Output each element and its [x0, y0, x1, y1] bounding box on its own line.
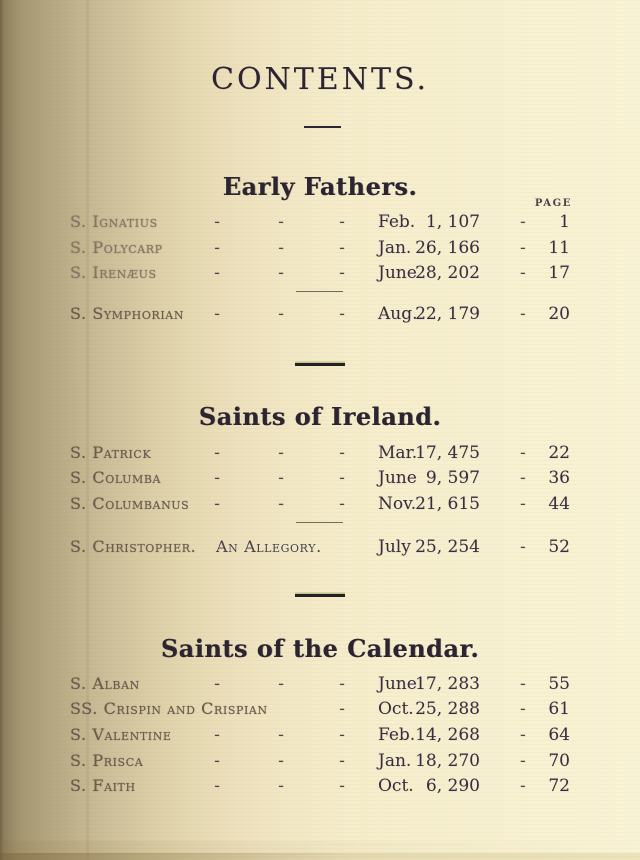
feast-day-year: 14, 268	[415, 725, 480, 745]
feast-month: July	[378, 537, 411, 557]
feast-month: Mar.	[378, 443, 418, 463]
feast-day-year: 26, 166	[415, 238, 480, 258]
leader-dash: -	[339, 468, 345, 488]
page-number: 20	[548, 304, 570, 324]
page-number: 1	[559, 212, 570, 232]
leader-dash: -	[339, 494, 345, 514]
saint-name: S. Prisca	[70, 751, 144, 770]
feast-month: Oct.	[378, 699, 414, 719]
sub-rule	[296, 291, 343, 292]
leader-dash: -	[278, 751, 284, 771]
feast-month: Oct.	[378, 776, 414, 796]
leader-dash: -	[214, 776, 220, 796]
title-rule	[304, 126, 341, 128]
leader-dash: -	[214, 443, 220, 463]
feast-day-year: 22, 179	[415, 304, 480, 324]
leader-dash: -	[214, 304, 220, 324]
feast-day-year: 1, 107	[425, 212, 480, 232]
leader-dash: -	[339, 674, 345, 694]
leader-dash: -	[278, 212, 284, 232]
leader-dash: -	[339, 699, 345, 719]
separator-dash: -	[520, 212, 526, 232]
leader-dash: -	[339, 304, 345, 324]
separator-dash: -	[520, 263, 526, 283]
saint-name: S. Faith	[70, 776, 136, 795]
feast-month: Jan.	[378, 238, 412, 258]
feast-month: Jan.	[378, 751, 412, 771]
section-heading-early-fathers: Early Fathers.	[222, 172, 418, 201]
table-row	[0, 751, 640, 771]
feast-day-year: 9, 597	[425, 468, 480, 488]
table-row	[0, 725, 640, 745]
table-row	[0, 537, 640, 557]
feast-day-year: 25, 288	[415, 699, 480, 719]
page-number: 22	[548, 443, 570, 463]
allegory-subtitle: An Allegory.	[216, 537, 322, 556]
separator-dash: -	[520, 725, 526, 745]
section-heading-saints-of-ireland: Saints of Ireland.	[198, 402, 442, 431]
saint-name: S. Ignatius	[70, 212, 158, 231]
table-row	[0, 699, 640, 719]
leader-dash: -	[214, 725, 220, 745]
leader-dash: -	[278, 263, 284, 283]
separator-dash: -	[520, 443, 526, 463]
leader-dash: -	[214, 238, 220, 258]
feast-month: June	[378, 674, 417, 694]
page-number: 61	[548, 699, 570, 719]
page-number: 55	[548, 674, 570, 694]
table-row	[0, 443, 640, 463]
saint-name: S. Columbanus	[70, 494, 190, 513]
section-heading-saints-of-the-calendar: Saints of the Calendar.	[160, 634, 480, 663]
feast-month: June	[378, 263, 417, 283]
separator-dash: -	[520, 537, 526, 557]
feast-month: Feb.	[378, 212, 416, 232]
page-number: 70	[548, 751, 570, 771]
leader-dash: -	[278, 443, 284, 463]
page-number: 52	[548, 537, 570, 557]
saint-name: S. Columba	[70, 468, 162, 487]
feast-month: June	[378, 468, 417, 488]
saint-name: S. Polycarp	[70, 238, 163, 257]
section-divider	[295, 363, 345, 366]
table-row	[0, 238, 640, 258]
feast-day-year: 6, 290	[425, 776, 480, 796]
page-number: 72	[548, 776, 570, 796]
separator-dash: -	[520, 238, 526, 258]
leader-dash: -	[339, 238, 345, 258]
separator-dash: -	[520, 468, 526, 488]
saint-name: S. Christopher.	[70, 537, 197, 556]
leader-dash: -	[214, 751, 220, 771]
page-number: 44	[548, 494, 570, 514]
leader-dash: -	[214, 212, 220, 232]
leader-dash: -	[339, 263, 345, 283]
saint-name: S. Symphorian	[70, 304, 185, 323]
page-column-label: PAGE	[534, 198, 572, 209]
section-divider	[295, 594, 345, 597]
table-row	[0, 776, 640, 796]
separator-dash: -	[520, 304, 526, 324]
feast-month: Aug.	[378, 304, 418, 324]
leader-dash: -	[214, 674, 220, 694]
page-number: 36	[548, 468, 570, 488]
leader-dash: -	[339, 776, 345, 796]
page-number: 17	[548, 263, 570, 283]
feast-day-year: 17, 283	[415, 674, 480, 694]
separator-dash: -	[520, 776, 526, 796]
feast-day-year: 17, 475	[415, 443, 480, 463]
saint-name: S. Alban	[70, 674, 140, 693]
leader-dash: -	[278, 468, 284, 488]
table-row	[0, 263, 640, 283]
leader-dash: -	[278, 304, 284, 324]
leader-dash: -	[278, 725, 284, 745]
feast-day-year: 25, 254	[415, 537, 480, 557]
leader-dash: -	[278, 776, 284, 796]
table-row	[0, 674, 640, 694]
saint-name: S. Patrick	[70, 443, 152, 462]
page-number: 11	[548, 238, 570, 258]
leader-dash: -	[278, 674, 284, 694]
feast-day-year: 18, 270	[415, 751, 480, 771]
saint-name: S. Irenæus	[70, 263, 157, 282]
leader-dash: -	[278, 238, 284, 258]
leader-dash: -	[339, 725, 345, 745]
feast-month: Nov.	[378, 494, 417, 514]
table-row	[0, 304, 640, 324]
leader-dash: -	[214, 494, 220, 514]
separator-dash: -	[520, 494, 526, 514]
feast-day-year: 21, 615	[415, 494, 480, 514]
separator-dash: -	[520, 674, 526, 694]
sub-rule	[296, 522, 343, 523]
separator-dash: -	[520, 751, 526, 771]
leader-dash: -	[278, 494, 284, 514]
leader-dash: -	[214, 468, 220, 488]
leader-dash: -	[214, 263, 220, 283]
leader-dash: -	[339, 751, 345, 771]
table-row	[0, 468, 640, 488]
separator-dash: -	[520, 699, 526, 719]
feast-day-year: 28, 202	[415, 263, 480, 283]
bottom-page-edge	[0, 853, 640, 860]
page-number: 64	[548, 725, 570, 745]
saint-name: SS. Crispin and Crispian	[70, 699, 268, 718]
table-row	[0, 212, 640, 232]
leader-dash: -	[339, 212, 345, 232]
page-title: CONTENTS.	[211, 62, 429, 97]
feast-month: Feb.	[378, 725, 416, 745]
table-row	[0, 494, 640, 514]
leader-dash: -	[339, 443, 345, 463]
saint-name: S. Valentine	[70, 725, 172, 744]
